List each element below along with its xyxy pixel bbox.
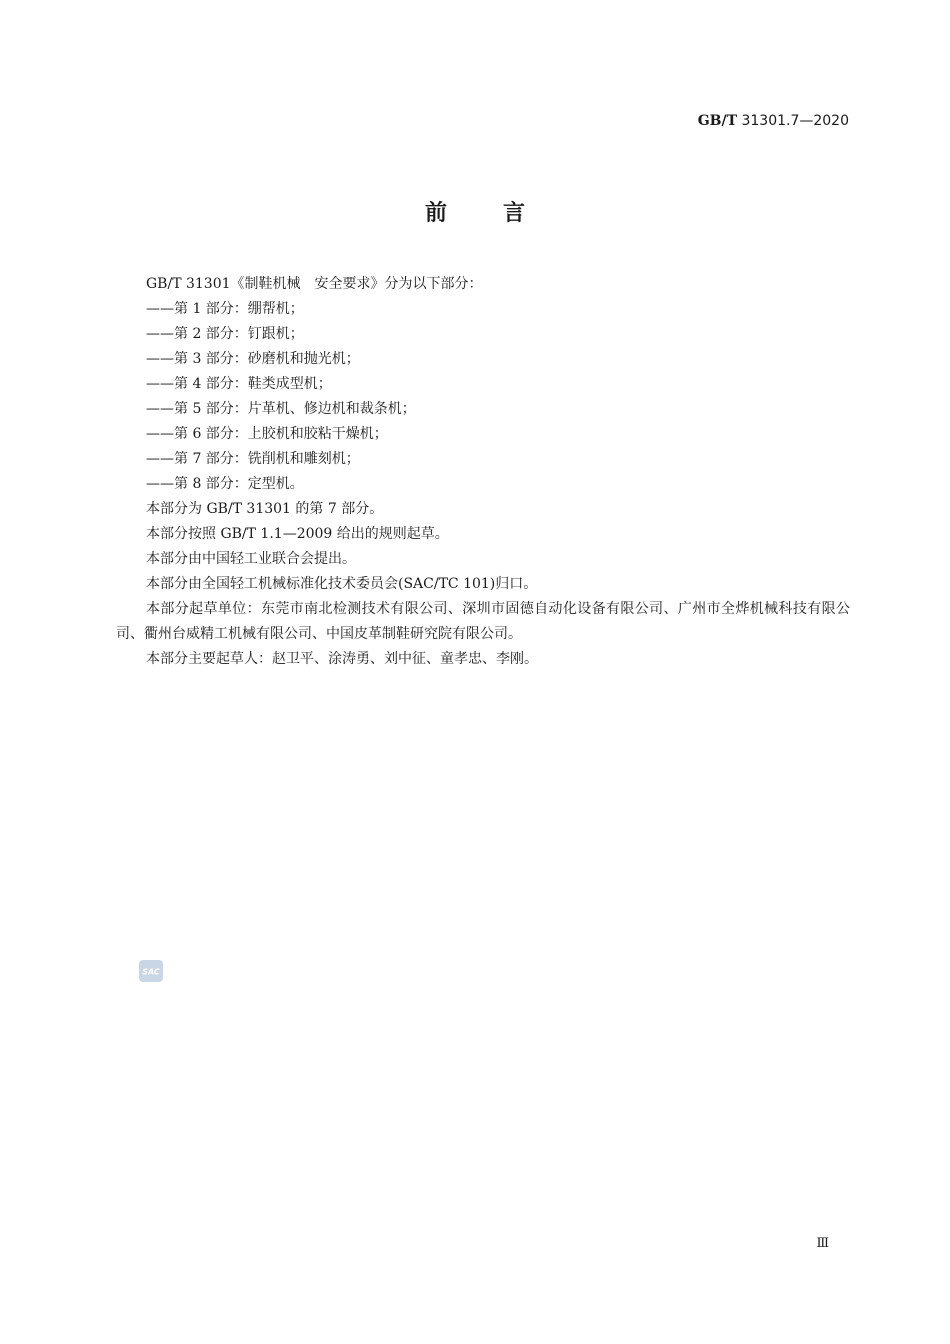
drafters-paragraph: 本部分主要起草人：赵卫平、涂涛勇、刘中征、童孝忠、李刚。 <box>146 651 538 667</box>
proposer-statement: 本部分由中国轻工业联合会提出。 <box>146 551 356 567</box>
part-list-item: ——第 5 部分：片革机、修边机和裁条机； <box>146 401 416 417</box>
page-title: 前言 <box>424 201 581 226</box>
sac-logo-icon <box>138 959 164 983</box>
part-list-item: ——第 2 部分：钉跟机； <box>146 326 304 342</box>
standard-code-number: 31301.7—2020 <box>737 113 849 129</box>
part-list-item: ——第 4 部分：鞋类成型机； <box>146 376 332 392</box>
drafting-units-paragraph: 本部分起草单位：东莞市南北检测技术有限公司、深圳市固德自动化设备有限公司、广州市全烨机械科技有限公司、衢州台威精工机械有限公司、中国皮革制鞋研究院有限公司。 <box>116 601 850 642</box>
part-list-item: ——第 7 部分：铣削机和雕刻机； <box>146 451 360 467</box>
page-number: Ⅲ <box>816 1236 829 1251</box>
drafting-rules-statement: 本部分按照 GB/T 1.1—2009 给出的规则起草。 <box>146 526 449 542</box>
sac-logo-text: SAC <box>142 967 160 977</box>
part-list-item: ——第 6 部分：上胶机和胶粘干燥机； <box>146 426 388 442</box>
standard-code-prefix: GB/T <box>697 113 738 129</box>
intro-paragraph: GB/T 31301《制鞋机械 安全要求》分为以下部分： <box>146 276 483 292</box>
administration-statement: 本部分由全国轻工机械标准化技术委员会(SAC/TC 101)归口。 <box>146 576 538 592</box>
part-statement: 本部分为 GB/T 31301 的第 7 部分。 <box>146 501 384 517</box>
document-body <box>116 272 850 672</box>
part-list-item: ——第 3 部分：砂磨机和抛光机； <box>146 351 360 367</box>
standard-code <box>698 113 849 129</box>
part-list-item: ——第 8 部分：定型机。 <box>146 476 304 492</box>
part-list-item: ——第 1 部分：绷帮机； <box>146 301 304 317</box>
